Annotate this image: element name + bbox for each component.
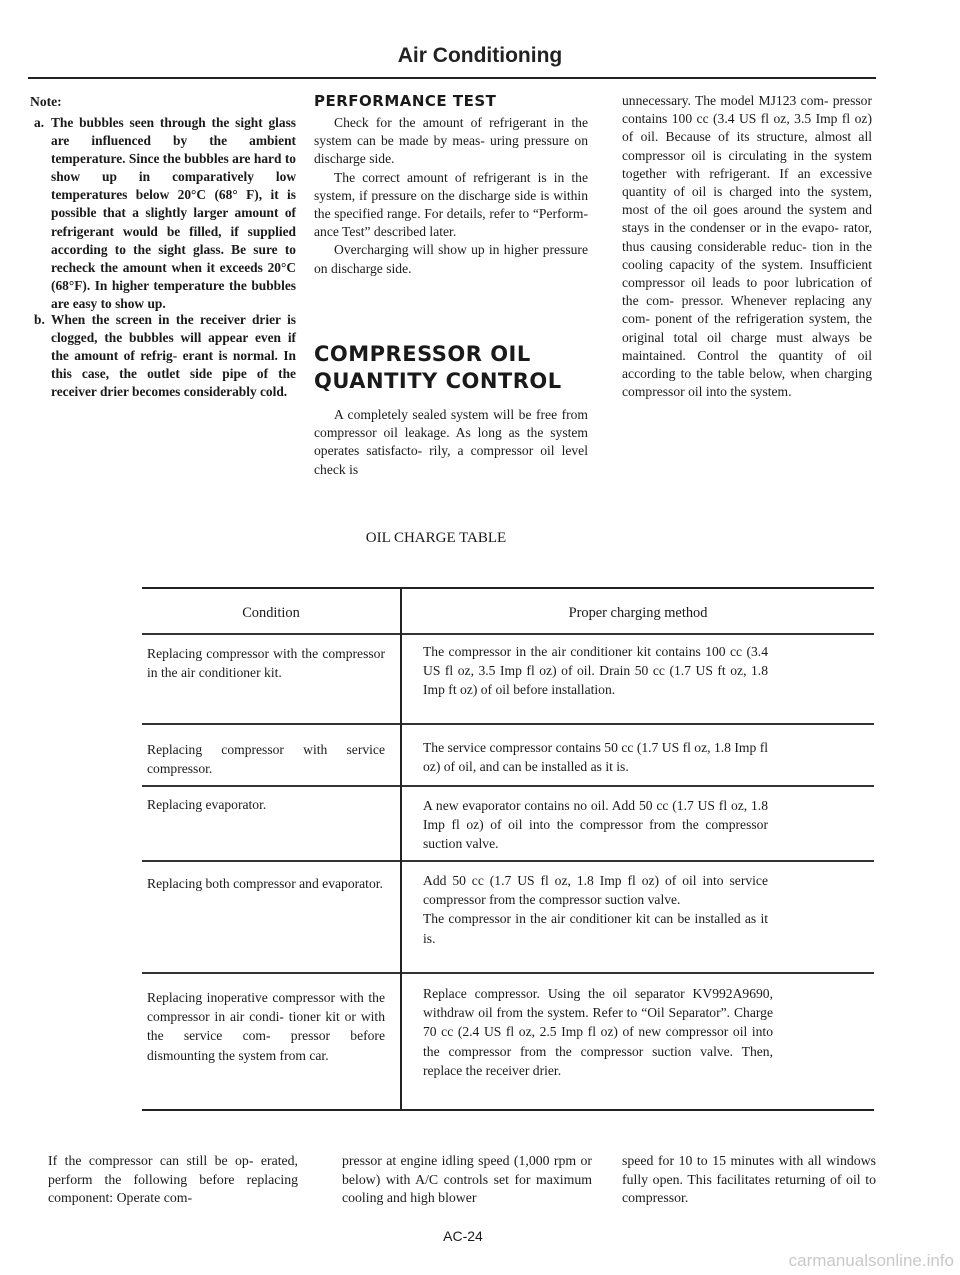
cell-condition: Replacing both compressor and evaporator. bbox=[147, 876, 383, 891]
table-top-rule bbox=[142, 587, 874, 589]
watermark: carmanualsonline.info bbox=[788, 1251, 954, 1270]
heading-line: QUANTITY CONTROL bbox=[314, 369, 562, 393]
row-rule bbox=[142, 972, 400, 974]
oil-quantity-paragraph: A completely sealed system will be free from compressor oil leakage. As long as the system operates satisfacto- rily, a compressor oil level check is bbox=[314, 407, 588, 477]
footer-col-1: If the compressor can still be op- erated, perform the following before replacing component: Operate com- bbox=[48, 1153, 298, 1206]
row-rule bbox=[142, 633, 400, 635]
cell-condition: Replacing evaporator. bbox=[147, 797, 267, 812]
page-number: AC-24 bbox=[443, 1228, 483, 1244]
cell-method: Replace compressor. Using the oil separator KV992A9690, withdraw oil from the system. Refer to “Oil Separator”. Charge 70 cc (2.4 US fl oz, 2.5 Imp fl oz) of new compressor oil into the compressor from the compressor suction valve. Then, replace the receiver drier. bbox=[423, 986, 773, 1078]
note-text: When the screen in the receiver drier is clogged, the bubbles will appear even if the amount of refrig- erant is normal. In this case, the outlet side pipe of the receiver drier becomes considerably cold. bbox=[51, 312, 296, 400]
cell-method: A new evaporator contains no oil. Add 50 cc (1.7 US fl oz, 1.8 Imp fl oz) of oil into the compressor from the compressor suction valve. bbox=[423, 798, 768, 852]
cell-condition: Replacing compressor with the compressor in the air conditioner kit. bbox=[147, 646, 385, 681]
oil-quantity-continued: unnecessary. The model MJ123 com- pressor contains 100 cc (3.4 US fl oz, 3.5 Imp fl oz) of oil. Because of its structure, almost all compressor oil is circulating in the system together with refrigerant. If an excessive quantity of oil is charged into the system, most of the oil goes around the system and stays in the condenser or in the evapo- rator, thus causing considerable reduc- tion in the cooling capacity of the system. Insufficient compressor oil leads to poor lubrication of the com- pressor. Whenever replacing any com- ponent of the refrigeration system, the original total oil charge must always be maintained. Control the quantity of oil according to the table below, when charging compressor oil into the system. bbox=[622, 93, 872, 400]
note-text: The bubbles seen through the sight glass are influenced by the ambient temperature. Since the bubbles are hard to show up in comparatively low temperatures below 20°C (68° F), it is possible that a slightly larger amount of refrigerant would be filled, if supplied according to the sight glass. Be sure to recheck the amount when it exceeds 20°C (68°F). In higher temperature the bubbles are easy to show up. bbox=[51, 115, 296, 311]
row-rule bbox=[402, 723, 874, 725]
method-line: The compressor in the air conditioner kit can be installed as it is. bbox=[423, 911, 768, 946]
row-rule bbox=[402, 633, 874, 635]
row-rule bbox=[402, 860, 874, 862]
page-title: Air Conditioning bbox=[397, 44, 563, 67]
oil-quantity-heading bbox=[314, 341, 562, 395]
paragraph: The correct amount of refrigerant is in the system, if pressure on the discharge side is within the specified range. For details, refer to “Perform- ance Test” described later. bbox=[314, 169, 588, 240]
table-bottom-rule bbox=[142, 1109, 874, 1111]
cell-method: The compressor in the air conditioner kit contains 100 cc (3.4 US fl oz, 3.5 Imp fl oz) of oil. Drain 50 cc (1.7 US ft oz, 1.8 Imp ft oz) of oil before installation. bbox=[423, 644, 768, 698]
note-item-b bbox=[34, 311, 296, 401]
performance-test-body bbox=[314, 114, 588, 278]
note-marker: a. bbox=[34, 115, 45, 130]
header-method: Proper charging method bbox=[568, 605, 708, 621]
paragraph: Overcharging will show up in higher pressure on discharge side. bbox=[314, 242, 588, 276]
cell-method: The service compressor contains 50 cc (1.7 US fl oz, 1.8 Imp fl oz) of oil, and can be installed as it is. bbox=[423, 740, 768, 775]
note-marker: b. bbox=[34, 312, 45, 327]
note-item-a bbox=[34, 114, 296, 313]
footer-col-2: pressor at engine idling speed (1,000 rpm or below) with A/C controls set for maximum cooling and high blower bbox=[342, 1153, 592, 1206]
method-line: Add 50 cc (1.7 US fl oz, 1.8 Imp fl oz) of oil into service compressor from the compressor suction valve. bbox=[423, 873, 768, 908]
row-rule bbox=[142, 723, 400, 725]
cell-condition: Replacing inoperative compressor with the compressor in air condi- tioner kit or with the service com- pressor before dismounting the system from car. bbox=[147, 990, 385, 1063]
paragraph: Check for the amount of refrigerant in the system can be made by meas- uring pressure on discharge side. bbox=[314, 115, 588, 167]
row-rule bbox=[142, 785, 400, 787]
row-rule bbox=[402, 972, 874, 974]
performance-test-heading: PERFORMANCE TEST bbox=[314, 92, 497, 110]
row-rule bbox=[142, 860, 400, 862]
table-title: OIL CHARGE TABLE bbox=[365, 530, 507, 546]
footer-col-3: speed for 10 to 15 minutes with all windows fully open. This facilitates returning of oil to compressor. bbox=[622, 1153, 876, 1206]
header-rule bbox=[28, 77, 876, 79]
row-rule bbox=[402, 785, 874, 787]
heading-line: COMPRESSOR OIL bbox=[314, 342, 531, 366]
header-condition: Condition bbox=[242, 605, 300, 621]
cell-method bbox=[423, 871, 768, 948]
note-label: Note: bbox=[30, 94, 62, 109]
table-column-divider bbox=[400, 587, 402, 1110]
cell-condition: Replacing compressor with service compressor. bbox=[147, 742, 385, 777]
